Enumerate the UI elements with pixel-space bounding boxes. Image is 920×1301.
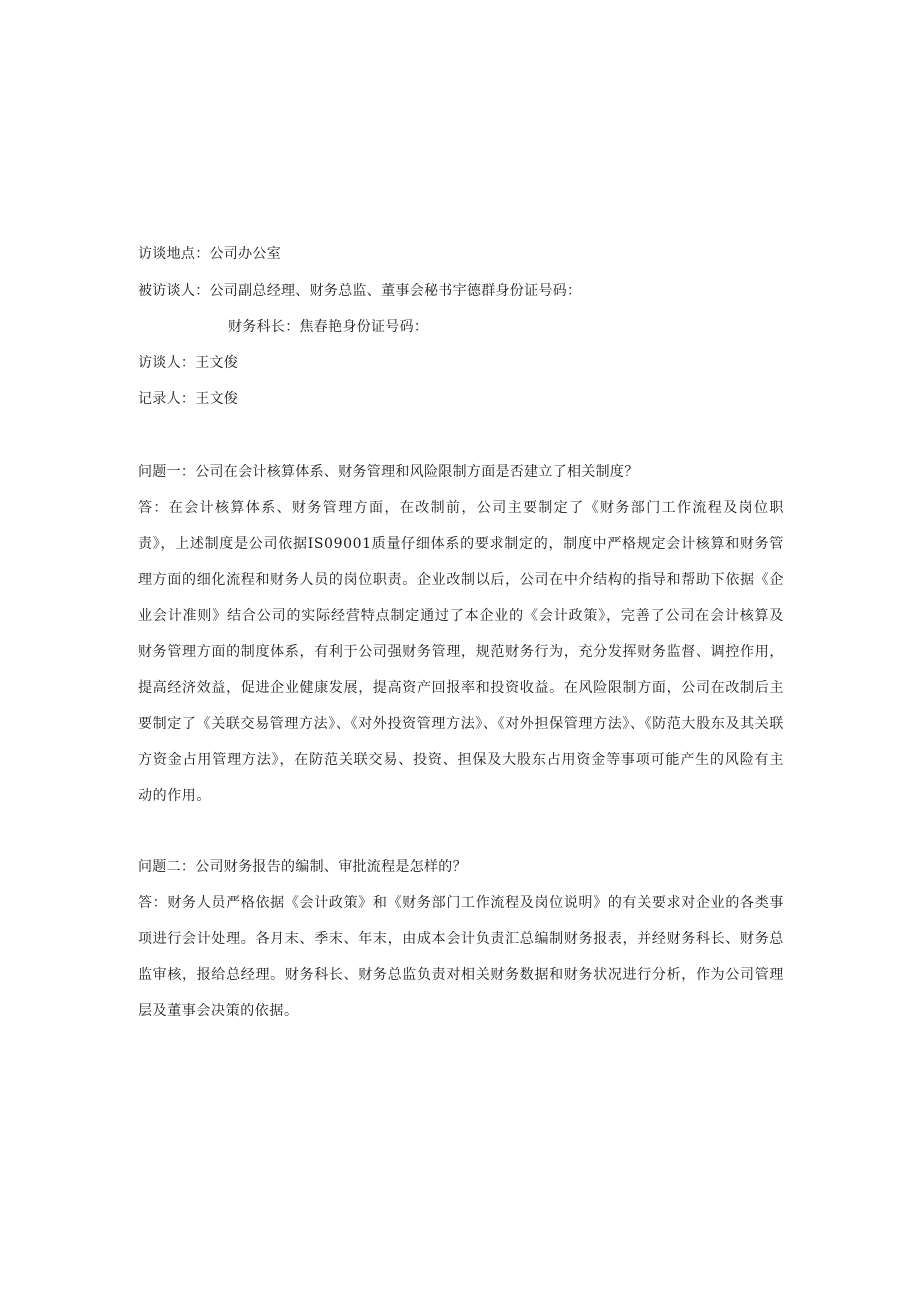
location-label: 访谈地点： [138, 246, 210, 262]
second-interviewee-line: 财务科长：焦春艳身份证号码： [228, 319, 429, 335]
answer-1: 答：在会计核算体系、财务管理方面，在改制前，公司主要制定了《财务部门工作流程及岗位职责》，上述制度是公司依据IS09001质量仔细体系的要求制定的，制度中严格规定会计核算和财务管理方面的细化流程和财务人员的岗位职责。企业改制以后，公司在中介结构的指导和帮助下依据《企业会计准则》结合公司的实际经营特点制定通过了本企业的《会计政策》，完善了公司在会计核算及财务管理方面的制度体系，有利于公司强财务管理，规范财务行为，充分发挥财务监督、调控作用，提高经济效益，促进企业健康发展，提高资产回报率和投资收益。在风险限制方面，公司在改制后主要制定了《关联交易管理方法》、《对外投资管理方法》、《对外担保管理方法》、《防范大股东及其关联方资金占用管理方法》，在防范关联交易、投资、担保及大股东占用资金等事项可能产生的风险有主动的作用。 [138, 500, 784, 804]
recorder-line [138, 389, 238, 409]
answer-2: 答：财务人员严格依据《会计政策》和《财务部门工作流程及岗位说明》的有关要求对企业的各类事项进行会计处理。各月末、季末、年末，由成本会计负责汇总编制财务报表，并经财务科长、财务总监审核，报给总经理。财务科长、财务总监负责对相关财务数据和财务状况进行分析，作为公司管理层及董事会决策的依据。 [138, 895, 784, 1019]
interviewer-value: 王文俊 [195, 355, 239, 371]
interviewer-label: 访谈人： [138, 355, 196, 371]
interviewee-label: 被访谈人： [138, 283, 210, 299]
recorder-label: 记录人： [138, 391, 196, 407]
interviewer-line [138, 353, 238, 373]
question-1: 问题一：公司在会计核算体系、财务管理和风险限制方面是否建立了相关制度？ [138, 464, 639, 480]
interviewee-value: 公司副总经理、财务总监、董事会秘书宇德群身份证号码： [209, 283, 582, 299]
location-value: 公司办公室 [209, 246, 281, 262]
recorder-value: 王文俊 [195, 391, 239, 407]
question-2: 问题二：公司财务报告的编制、审批流程是怎样的？ [138, 859, 467, 875]
interviewee-line [138, 281, 581, 301]
interview-location [138, 244, 281, 264]
